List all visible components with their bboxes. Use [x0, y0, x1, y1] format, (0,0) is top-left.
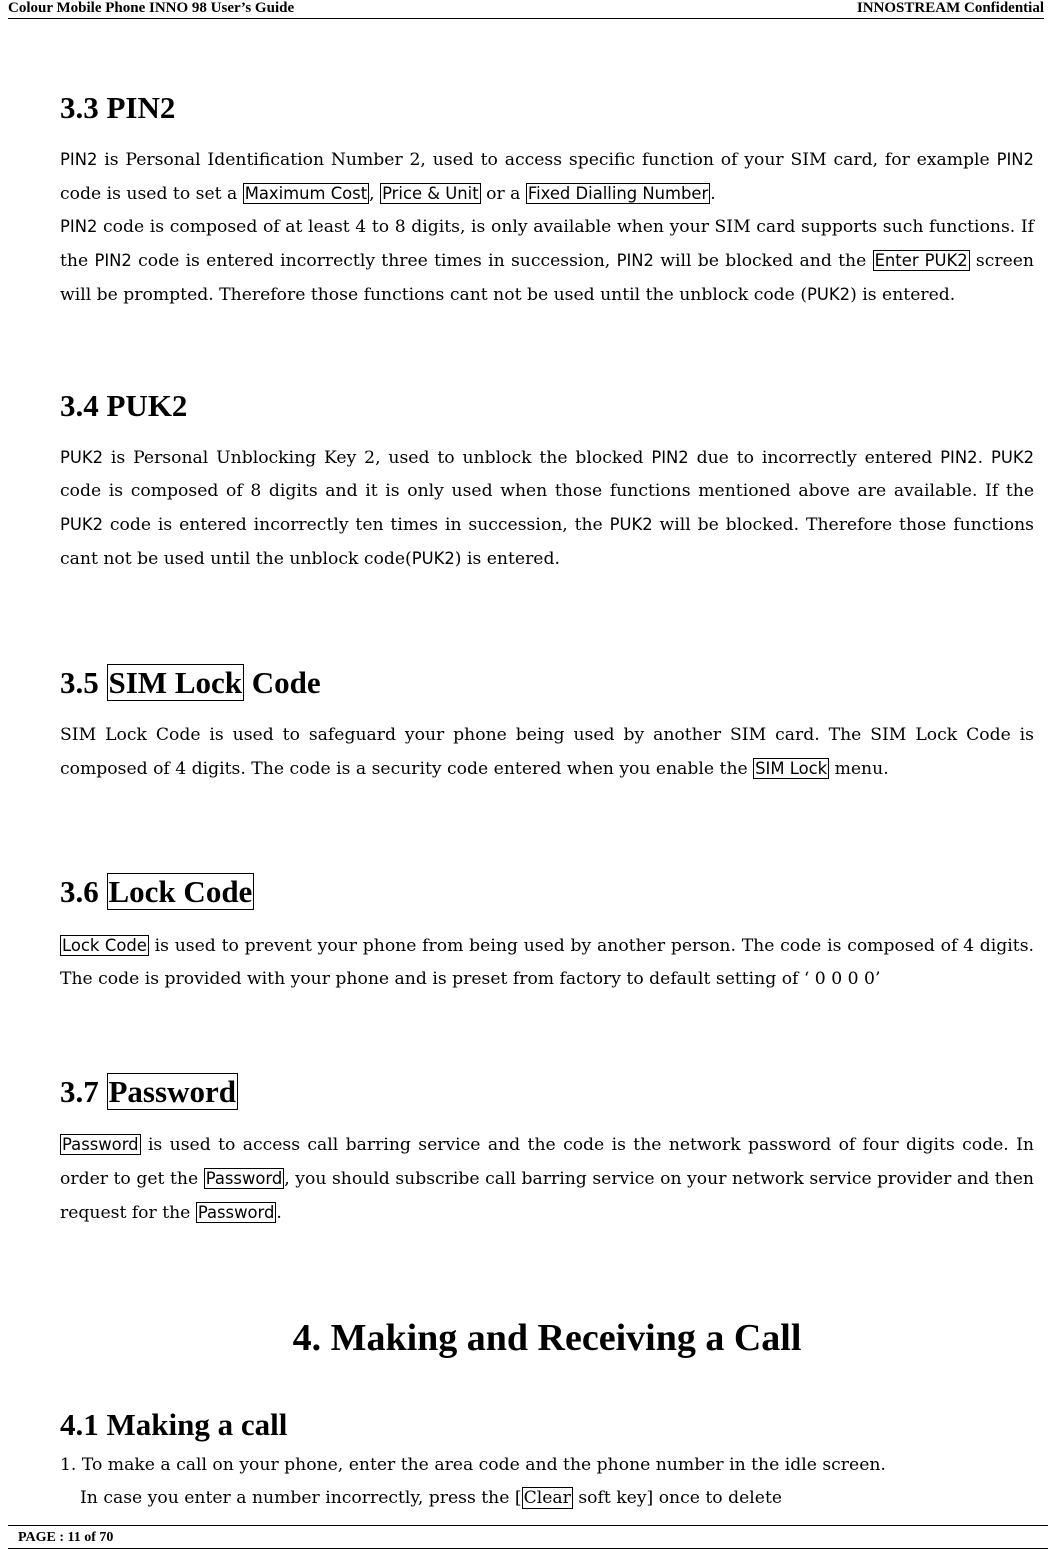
ref-sim-lock-heading: SIM Lock [108, 665, 242, 700]
page-number: PAGE : 11 of 70 [18, 1530, 114, 1545]
sim-lock-paragraph: SIM Lock Code is used to safeguard your phone being used by another SIM card. The SIM Lock Code is composed of 4 digits. The code is a security code entered when you enable the SIM Lock menu. [60, 725, 1034, 779]
ref-fixed-dialling-number: Fixed Dialling Number [527, 184, 709, 203]
ref-lock-code: Lock Code [62, 936, 147, 955]
ref-maximum-cost: Maximum Cost [244, 184, 368, 203]
ref-clear-key: Clear [523, 1488, 571, 1508]
list-item-1-line-2: In case you enter a number incorrectly, press the [ Clear soft key] once to delete [80, 1488, 783, 1508]
ref-price-unit: Price & Unit [382, 184, 479, 203]
lock-code-paragraph: Lock Code is used to prevent your phone from being used by another person. The code is composed of 4 digits. The code is provided with your phone and is preset from factory to default setting of ‘ 0 0 0 0’ [60, 936, 1034, 989]
chapter-title: 4. Making and Receiving a Call [292, 1317, 802, 1359]
heading-puk2: 3.4 PUK2 [60, 388, 188, 423]
heading-password: 3.7 Password [60, 1074, 236, 1109]
puk2-paragraph: PUK2 is Personal Unblocking Key 2, used to unblock the blocked PIN2 due to incorrectly entered PIN2. PUK2 code is composed of 8 digits and it is only used when those functions mentioned above are available. If the PUK2 code is entered incorrectly ten times in succession, the PUK2 will be blocked. Therefore those functions cant not be used until the unblock code(PUK2) is entered. [60, 448, 1034, 569]
pin2-paragraph-2: PIN2 code is composed of at least 4 to 8 digits, is only available when your SIM card supports such functions. If the PIN2 code is entered incorrectly three times in succession, PIN2 will be blocked and the Enter PUK2 screen will be prompted. Therefore those functions cant not be used until the unblock code (PUK2) is entered. [60, 217, 1034, 305]
password-paragraph: Password is used to access call barring service and the code is the network password of four digits code. In order to get the Password , you should subscribe call barring service on your network service provider and then request for the Password . [60, 1135, 1034, 1223]
list-item-1-line-1: 1. To make a call on your phone, enter the area code and the phone number in the idle screen. [60, 1455, 886, 1475]
heading-sim-lock-code: 3.5 SIM Lock Code [60, 665, 321, 700]
page-footer [8, 1525, 1048, 1549]
ref-password-1: Password [62, 1135, 139, 1154]
pin2-paragraph-1: PIN2 is Personal Identification Number 2, used to access specific function of your SIM card, for example PIN2 code is used to set a Maximum Cost , Price & Unit or a Fixed Dialling Number . [60, 150, 1034, 204]
ref-lock-code-heading: Lock Code [108, 874, 253, 909]
ref-enter-puk2: Enter PUK2 [874, 251, 968, 270]
header-confidential: INNOSTREAM Confidential [856, 0, 1044, 16]
ref-sim-lock-menu: SIM Lock [755, 759, 828, 778]
heading-lock-code: 3.6 Lock Code [60, 874, 253, 909]
ref-password-2: Password [205, 1169, 283, 1188]
ref-password-3: Password [197, 1203, 275, 1222]
heading-pin2: 3.3 PIN2 [60, 90, 176, 125]
ref-password-heading: Password [108, 1074, 236, 1109]
heading-making-a-call: 4.1 Making a call [60, 1407, 288, 1442]
page-header [8, 0, 1044, 19]
header-doc-title: Colour Mobile Phone INNO 98 User’s Guide [8, 0, 295, 16]
